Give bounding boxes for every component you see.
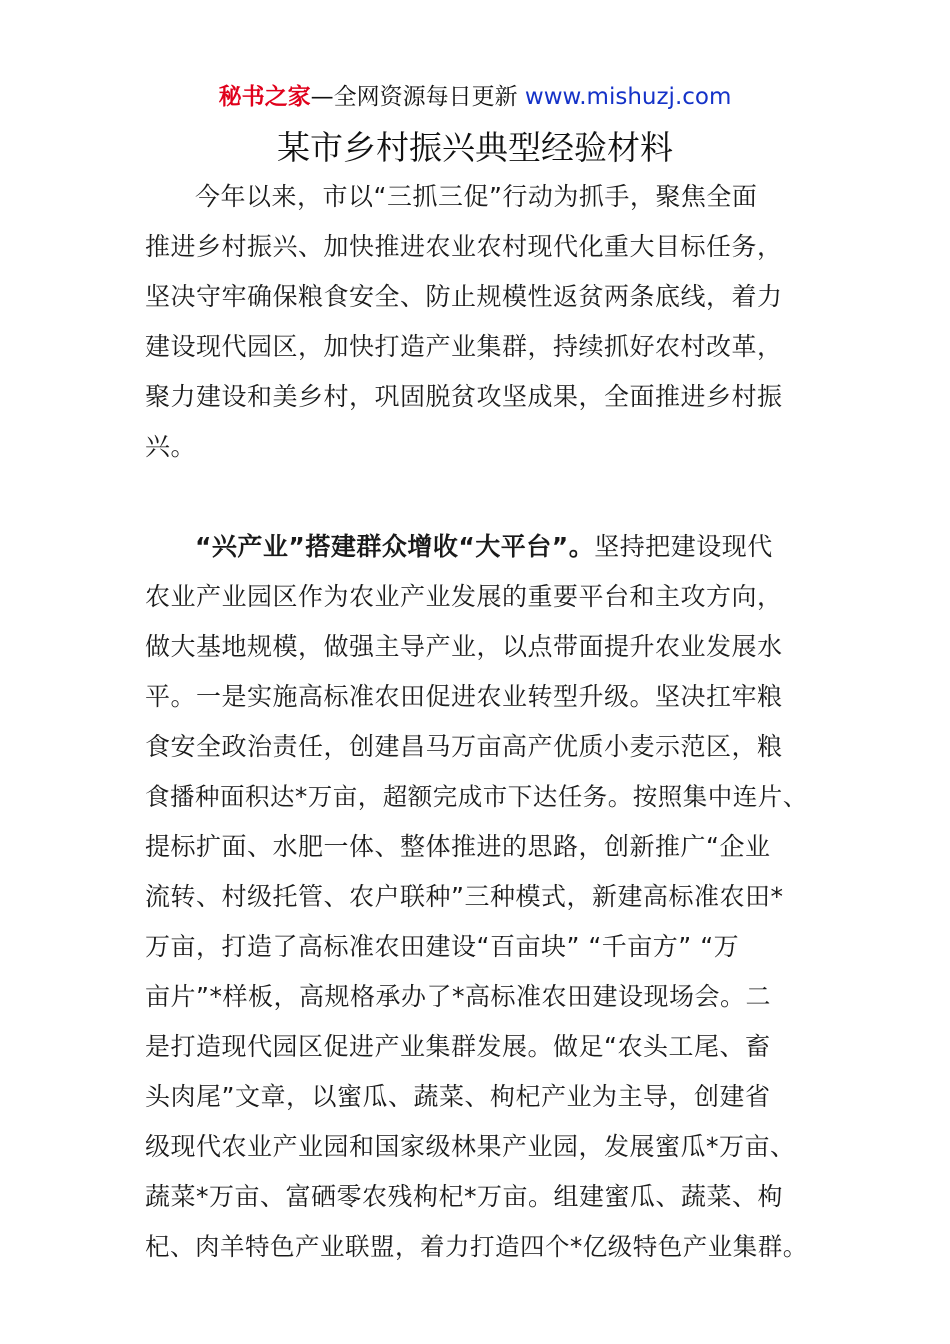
site-header <box>0 80 950 114</box>
document-body <box>145 172 810 1272</box>
paragraph-line: 食安全政治责任，创建昌马万亩高产优质小麦示范区，粮 <box>145 732 783 761</box>
heading-line-rest: 坚持把建设现代 <box>594 532 773 561</box>
paragraph-line <box>145 522 810 572</box>
paragraph-line: 农业产业园区作为农业产业发展的重要平台和主攻方向， <box>145 582 783 611</box>
paragraph-line: 蔬菜*万亩、富硒零农残枸杞*万亩。组建蜜瓜、蔬菜、枸 <box>145 1182 784 1211</box>
document-title: 某市乡村振兴典型经验材料 <box>277 128 673 167</box>
section-heading: “兴产业”搭建群众增收“大平台”。 <box>195 532 595 561</box>
paragraph-line: 级现代农业产业园和国家级林果产业园，发展蜜瓜*万亩、 <box>145 1132 796 1161</box>
paragraph-line: 今年以来，市以“三抓三促”行动为抓手，聚焦全面 <box>195 182 758 211</box>
paragraph-line: 坚决守牢确保粮食安全、防止规模性返贫两条底线，着力 <box>145 282 783 311</box>
paragraph-line: 提标扩面、水肥一体、整体推进的思路，创新推广“企业 <box>145 832 771 861</box>
paragraph-line: 流转、村级托管、农户联种”三种模式，新建高标准农田* <box>145 882 784 911</box>
paragraph-line: 推进乡村振兴、加快推进农业农村现代化重大目标任务， <box>145 232 783 261</box>
paragraph-line: 杞、肉羊特色产业联盟，着力打造四个*亿级特色产业集群。 <box>145 1232 808 1261</box>
paragraph-line: 食播种面积达*万亩，超额完成市下达任务。按照集中连片、 <box>145 782 808 811</box>
paragraph-spacer <box>145 472 810 522</box>
paragraph-line: 建设现代园区，加快打造产业集群，持续抓好农村改革， <box>145 332 783 361</box>
paragraph-intro <box>145 172 810 472</box>
header-tagline: —全网资源每日更新 <box>310 84 525 110</box>
paragraph-line: 聚力建设和美乡村，巩固脱贫攻坚成果，全面推进乡村振 <box>145 382 783 411</box>
paragraph-industry <box>145 522 810 1272</box>
brand-name: 秘书之家 <box>218 84 311 110</box>
paragraph-line: 兴。 <box>145 432 197 461</box>
paragraph-line: 亩片”*样板，高规格承办了*高标准农田建设现场会。二 <box>145 982 771 1011</box>
paragraph-line: 做大基地规模，做强主导产业，以点带面提升农业发展水 <box>145 632 783 661</box>
site-url-link[interactable]: www.mishuzj.com <box>524 84 732 110</box>
paragraph-line: 是打造现代园区促进产业集群发展。做足“农头工尾、畜 <box>145 1032 771 1061</box>
paragraph-line: 平。一是实施高标准农田促进农业转型升级。坚决扛牢粮 <box>145 682 783 711</box>
paragraph-line: 万亩，打造了高标准农田建设“百亩块” “千亩方” “万 <box>145 932 740 961</box>
paragraph-line: 头肉尾”文章，以蜜瓜、蔬菜、枸杞产业为主导，创建省 <box>145 1082 771 1111</box>
